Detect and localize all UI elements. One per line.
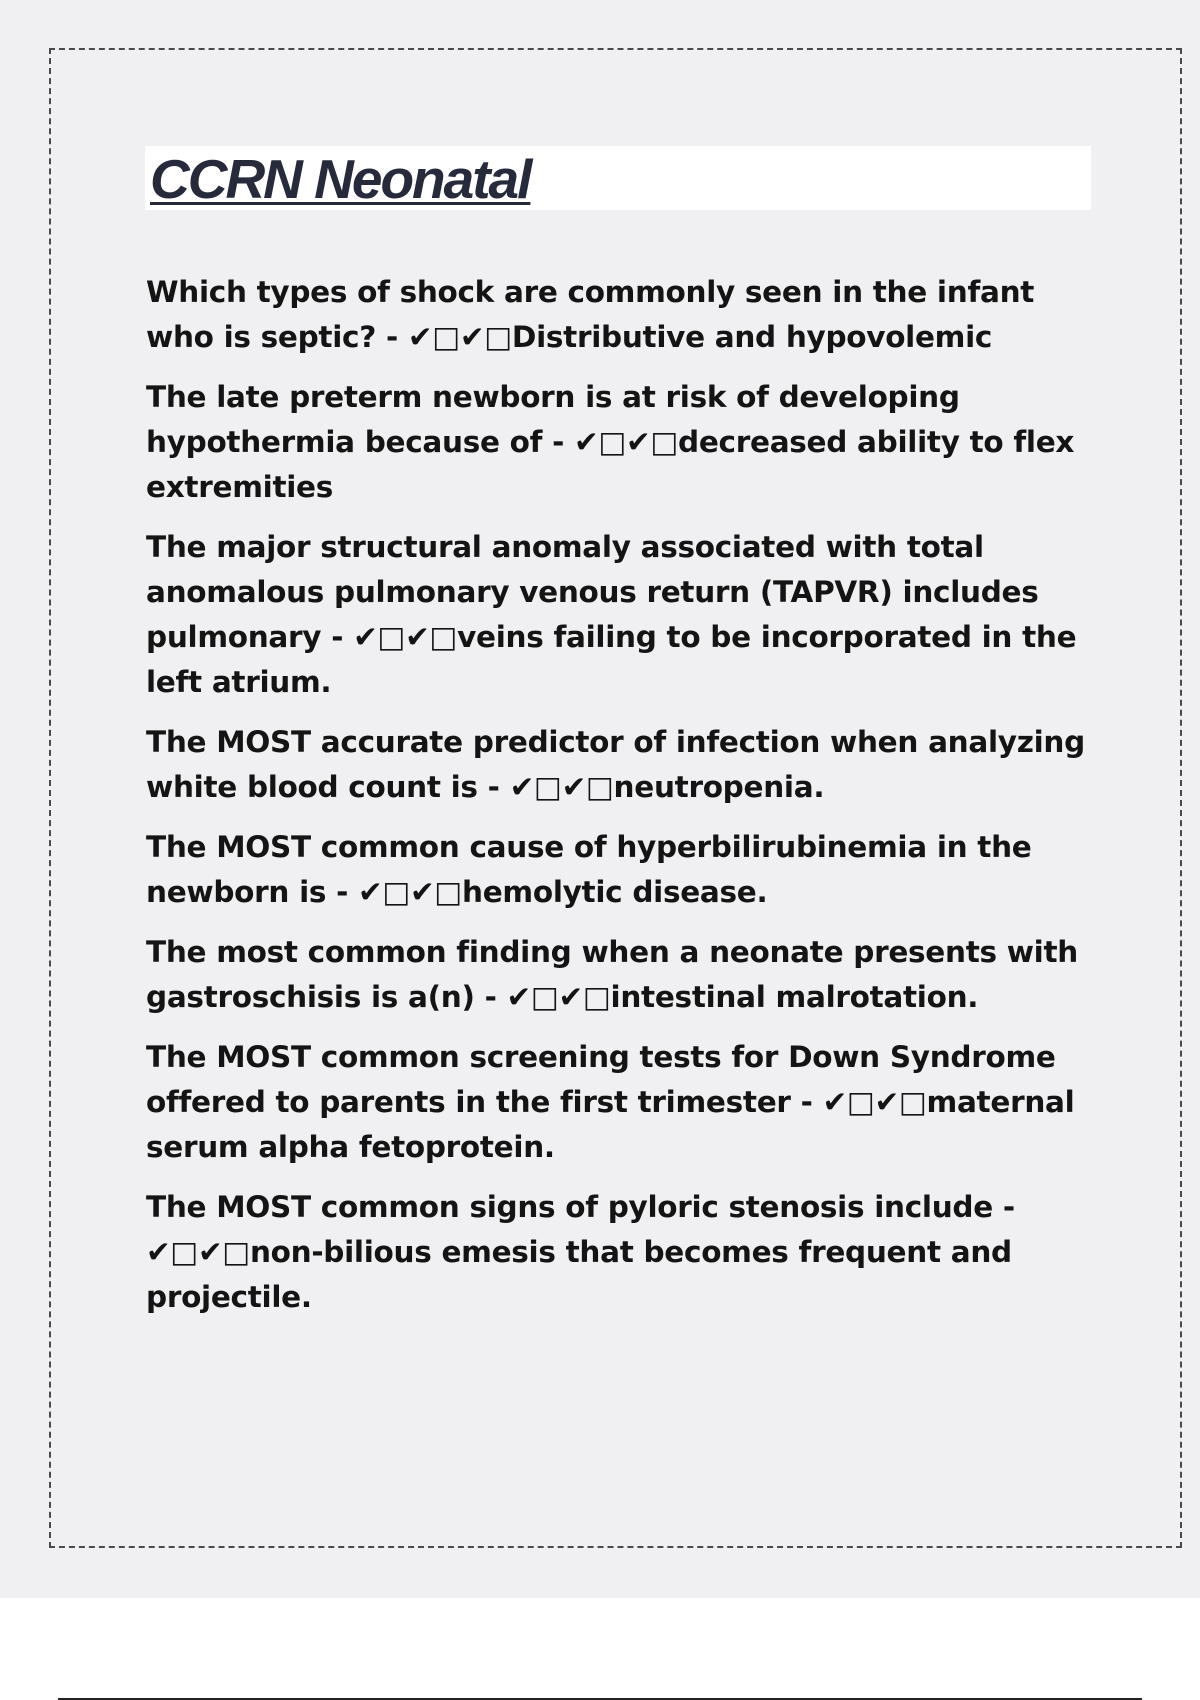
page-title: CCRN Neonatal xyxy=(150,148,531,210)
qa-item-8: The MOST common signs of pyloric stenosis include - ✔□✔□non-bilious emesis that becomes frequent and projectile. xyxy=(146,1190,1015,1314)
qa-item-7: The MOST common screening tests for Down Syndrome offered to parents in the first trimester - ✔□✔□maternal serum alpha fetoprotein. xyxy=(146,1040,1075,1164)
qa-item-2: The late preterm newborn is at risk of developing hypothermia because of - ✔□✔□decreased ability to flex extremities xyxy=(146,380,1075,504)
qa-item-5: The MOST common cause of hyperbilirubinemia in the newborn is - ✔□✔□hemolytic disease. xyxy=(146,830,1032,909)
qa-item-1: Which types of shock are commonly seen in the infant who is septic? - ✔□✔□Distributive and hypovolemic xyxy=(146,275,1035,354)
qa-item-6: The most common finding when a neonate presents with gastroschisis is a(n) - ✔□✔□intestinal malrotation. xyxy=(146,935,1078,1014)
qa-list xyxy=(146,270,1106,1335)
qa-item-3: The major structural anomaly associated with total anomalous pulmonary venous return (TAPVR) includes pulmonary - ✔□✔□veins failing to be incorporated in the left atrium. xyxy=(146,530,1077,699)
qa-item-4: The MOST accurate predictor of infection when analyzing white blood count is - ✔□✔□neutropenia. xyxy=(146,725,1085,804)
